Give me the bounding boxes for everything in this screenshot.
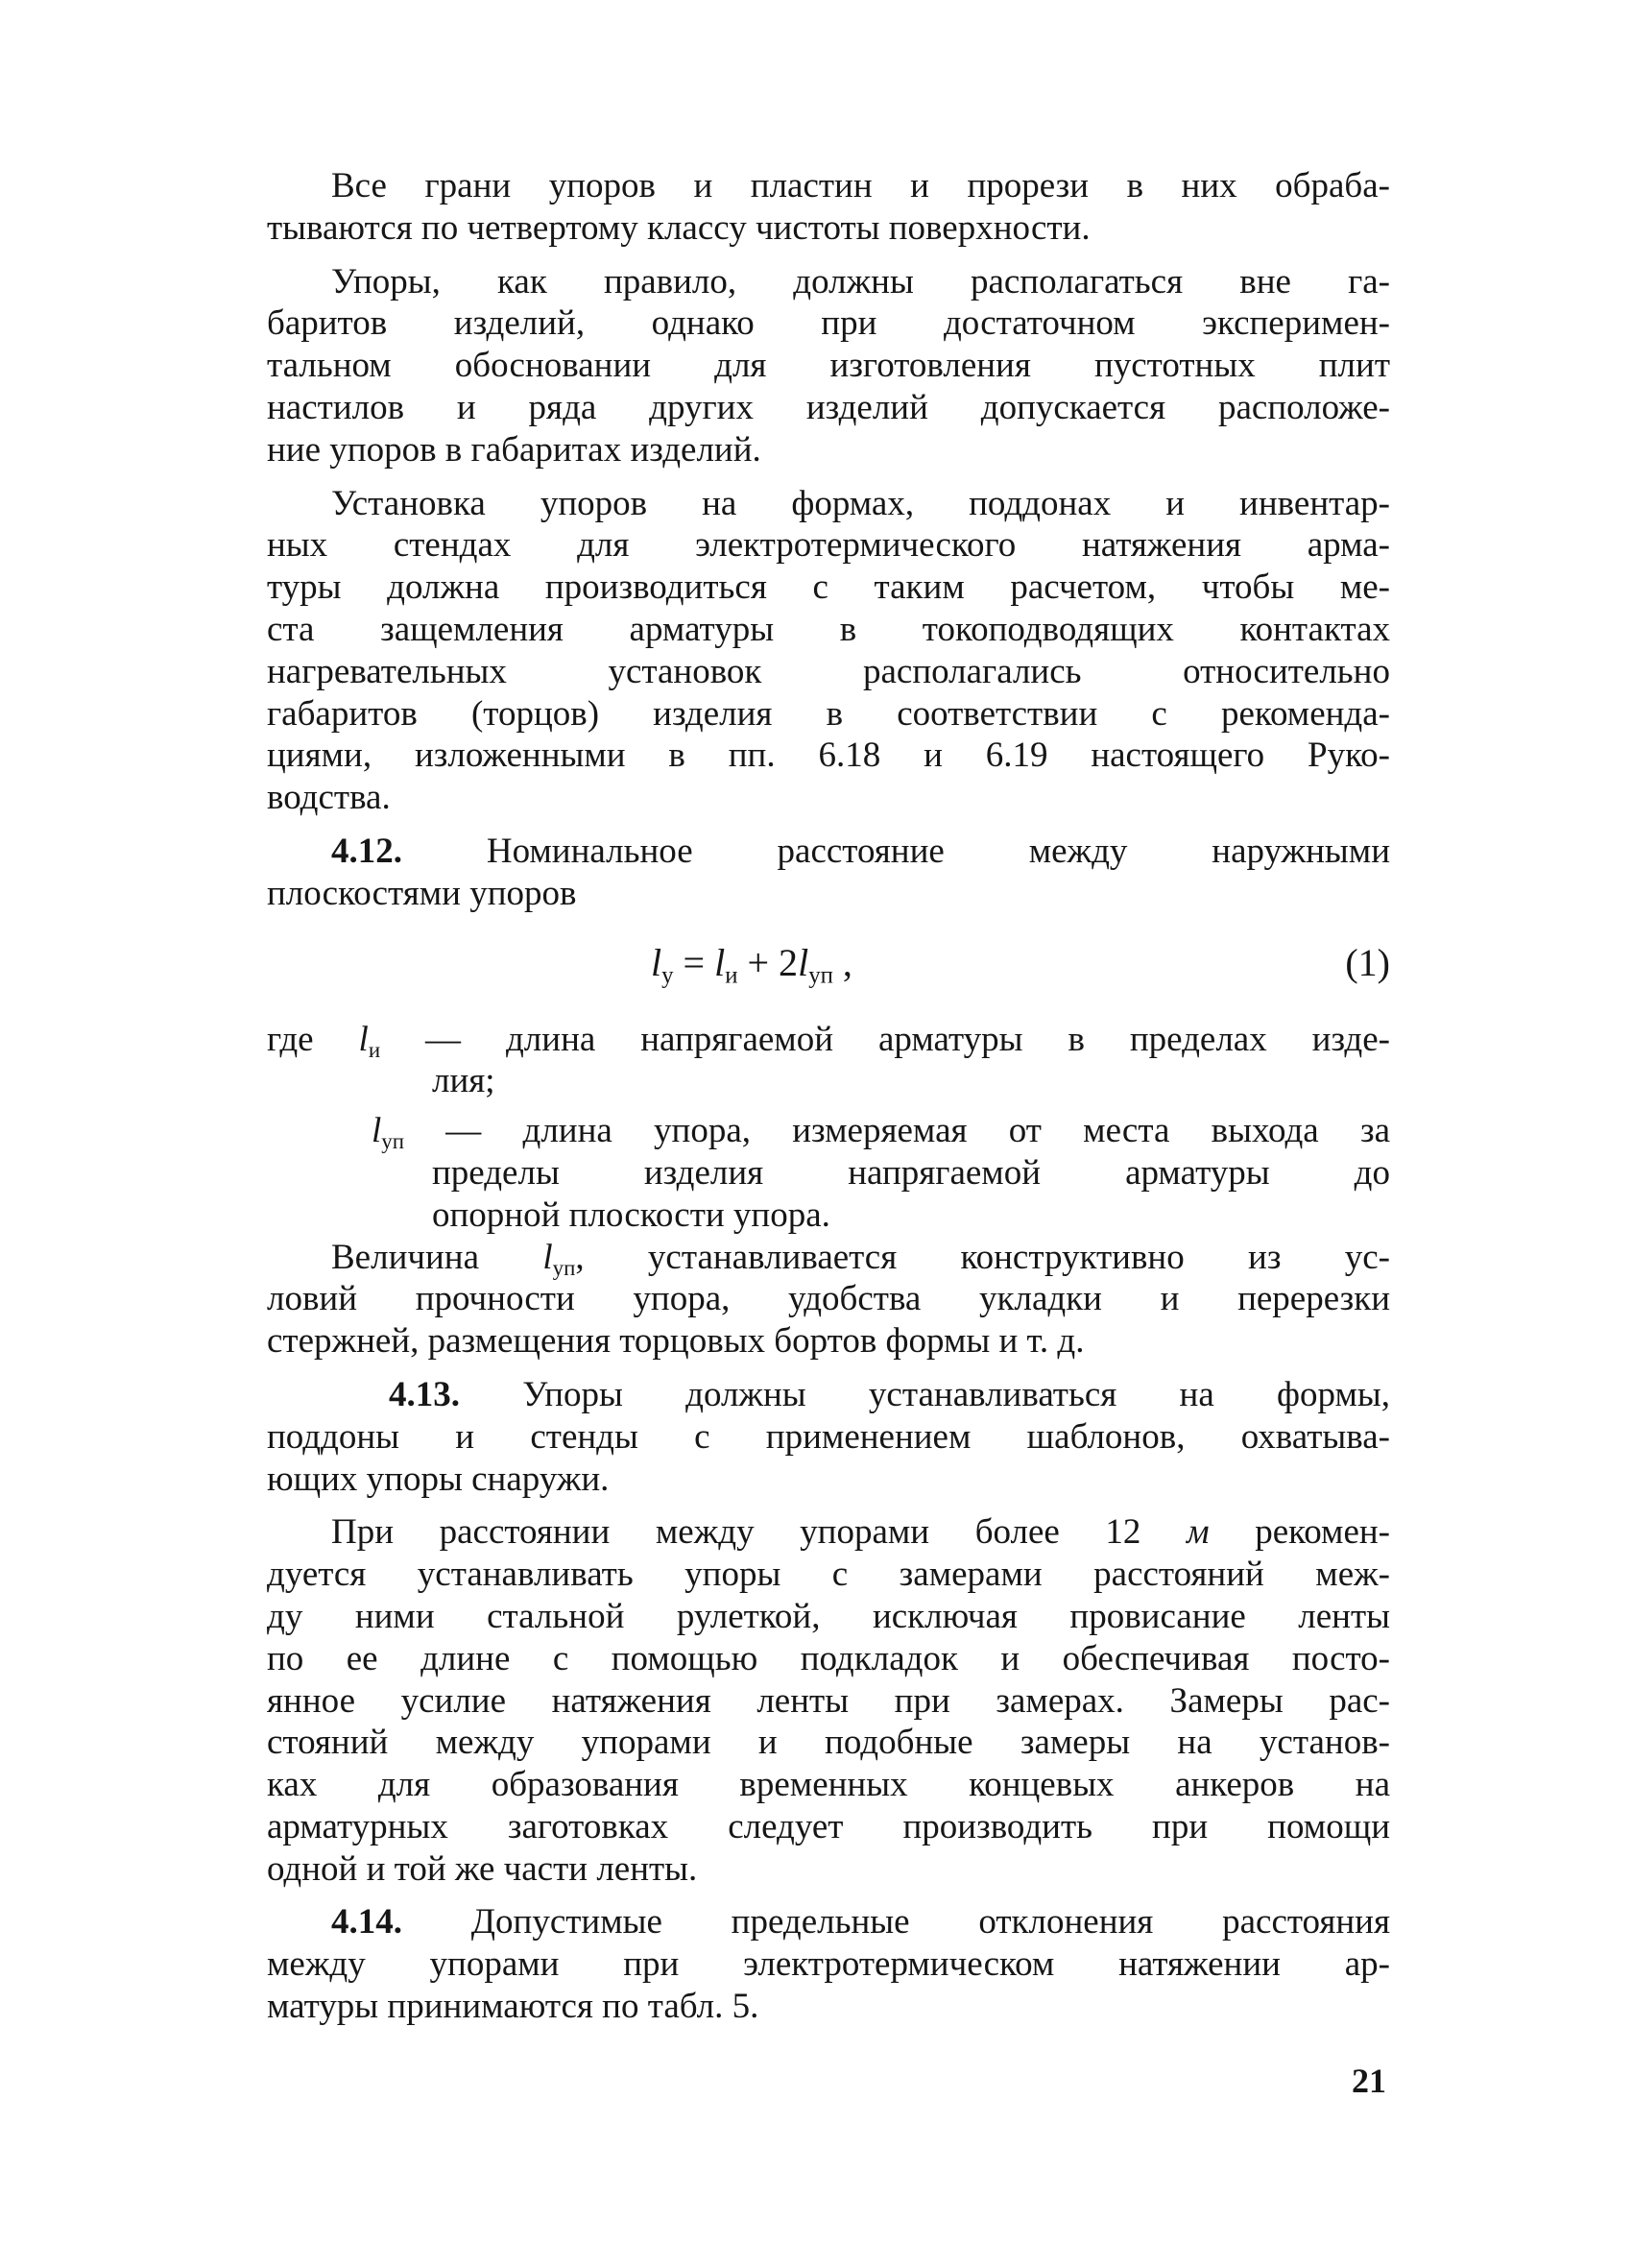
text-line (267, 873, 1390, 915)
text-line (267, 1152, 1390, 1194)
text-line (267, 1110, 1390, 1152)
text-segment: Все грани упоров и пластин и прорези в них обраба- (331, 166, 1390, 205)
text-segment: нагревательных установок располагались относительно (267, 651, 1390, 691)
text-line (267, 1806, 1390, 1848)
text-segment: плоскостями упоров (267, 873, 577, 913)
text-line (267, 1459, 1390, 1501)
formula-number: (1) (1345, 940, 1390, 984)
text-segment: ста защемления арматуры в токоподводящих контактах (267, 609, 1390, 649)
text-line (267, 1194, 1390, 1237)
text-segment: тываются по четвертому классу чистоты поверхности. (267, 207, 1091, 248)
text-line (267, 345, 1390, 387)
text-segment: водства. (267, 778, 391, 818)
text-segment: стержней, размещения торцовых бортов формы и т. д. (267, 1321, 1085, 1362)
text-segment: баритов изделий, однако при достаточном эксперимен- (267, 303, 1390, 344)
text-segment: — длина напрягаемой арматуры в пределах изде- (380, 1019, 1390, 1059)
text-line (267, 693, 1390, 736)
formula-a: l (714, 940, 726, 984)
text-segment: ках для образования временных концевых анкеров на (267, 1765, 1390, 1805)
text-segment: тальном обосновании для изготовления пустотных плит (267, 346, 1390, 386)
text-line (267, 1416, 1390, 1459)
text-segment: матуры принимаются по табл. 5. (267, 1987, 759, 2027)
formula-lhs: l (651, 940, 662, 984)
text-segment: циями, изложенными в пп. 6.18 и 6.19 настоящего Руко- (267, 736, 1390, 776)
page-body (267, 165, 1390, 2028)
text-segment: Упоры, как правило, должны располагаться вне га- (331, 261, 1390, 302)
paragraph (267, 483, 1390, 819)
formula-expression (651, 942, 852, 997)
text-segment: Упоры должны устанавливаться на формы, (460, 1374, 1390, 1414)
text-line (267, 1901, 1390, 1943)
text-line (267, 1554, 1390, 1596)
paragraph (267, 1110, 1390, 1236)
text-segment: ловий прочности упора, удобства укладки и перерезки (267, 1279, 1390, 1319)
formula-a-sub: и (725, 961, 738, 988)
definitions (267, 1019, 1390, 1237)
text-line (267, 1722, 1390, 1764)
formula-lhs-sub: у (661, 961, 674, 988)
text-line (267, 483, 1390, 525)
text-segment: l (542, 1237, 553, 1277)
text-segment: При расстоянии между упорами более 12 (331, 1512, 1188, 1553)
text-line (267, 609, 1390, 651)
text-segment: поддоны и стенды с применением шаблонов, охватыва- (267, 1416, 1390, 1457)
text-segment: , устанавливается конструктивно из ус- (575, 1237, 1390, 1277)
text-line (267, 302, 1390, 345)
text-segment: Установка упоров на формах, поддонах и инвентар- (331, 483, 1390, 523)
text-segment: между упорами при электротермическом натяжении ар- (267, 1944, 1390, 1985)
text-segment: ных стендах для электротермического натяжения арма- (267, 525, 1390, 566)
text-segment: янное усилие натяжения ленты при замерах. Замеры рас- (267, 1680, 1390, 1721)
text-line (267, 207, 1390, 250)
text-segment: рекомен- (1209, 1512, 1390, 1553)
text-line (267, 1278, 1390, 1320)
text-line (267, 1986, 1390, 2028)
text-segment: ду ними стальной рулеткой, исключая провисание ленты (267, 1596, 1390, 1636)
text-line (267, 429, 1390, 471)
paragraph (267, 1511, 1390, 1890)
text-segment: Допустимые предельные отклонения расстояния (402, 1902, 1390, 1942)
text-line (267, 1374, 1390, 1416)
text-line (267, 735, 1390, 777)
text-line (267, 567, 1390, 609)
text-segment: l (358, 1019, 369, 1059)
formula-b-sub: уп (808, 961, 833, 988)
text-line (267, 261, 1390, 303)
text-line (267, 1511, 1390, 1554)
text-segment: уп (552, 1255, 576, 1280)
text-line (267, 387, 1390, 429)
text-segment: стояний между упорами и подобные замеры на установ- (267, 1723, 1390, 1763)
text-segment: — длина упора, измеряемая от места выхода за (404, 1111, 1390, 1151)
text-line (267, 165, 1390, 207)
formula-1 (267, 927, 1390, 1007)
page-number: 21 (1352, 2062, 1386, 2100)
text-segment: м (1187, 1512, 1210, 1553)
paragraph (267, 1901, 1390, 2027)
formula-plus: + 2 (737, 940, 799, 984)
formula-b: l (798, 940, 809, 984)
paragraphs-after-formula (267, 1237, 1390, 2028)
formula-tail: , (832, 940, 852, 984)
paragraph (267, 261, 1390, 471)
text-segment: l (372, 1111, 382, 1151)
text-line (267, 1680, 1390, 1723)
text-line (267, 1060, 1390, 1102)
text-line (267, 524, 1390, 567)
paragraph (267, 165, 1390, 250)
text-segment: где (267, 1019, 359, 1059)
paragraph (267, 1019, 1390, 1103)
formula-eq: = (673, 940, 715, 984)
section-number: 4.14. (331, 1902, 402, 1942)
paragraphs-before-formula (267, 165, 1390, 915)
paragraph (267, 831, 1390, 915)
text-line (267, 1237, 1390, 1279)
text-segment: опорной плоскости упора. (432, 1194, 830, 1235)
text-segment: лия; (432, 1061, 495, 1101)
text-segment: габаритов (торцов) изделия в соответствии с рекоменда- (267, 693, 1390, 734)
text-segment: одной и той же части ленты. (267, 1848, 698, 1889)
text-line (267, 1943, 1390, 1986)
text-segment: ющих упоры снаружи. (267, 1459, 610, 1499)
text-line (267, 831, 1390, 873)
text-segment: туры должна производиться с таким расчетом, чтобы ме- (267, 567, 1390, 608)
paragraph (267, 1374, 1390, 1500)
text-segment: настилов и ряда других изделий допускается расположе- (267, 387, 1390, 427)
text-line (267, 1638, 1390, 1680)
text-segment: Номинальное расстояние между наружными (402, 831, 1390, 871)
text-line (267, 651, 1390, 693)
section-number: 4.12. (331, 831, 402, 871)
text-line (267, 1019, 1390, 1061)
text-segment: пределы изделия напрягаемой арматуры до (432, 1152, 1390, 1193)
paragraph (267, 1237, 1390, 1363)
section-number: 4.13. (389, 1374, 460, 1414)
text-line (267, 1848, 1390, 1891)
text-segment: уп (381, 1129, 405, 1154)
text-line (267, 1596, 1390, 1638)
text-line (267, 1320, 1390, 1363)
text-segment: дуется устанавливать упоры с замерами расстояний меж- (267, 1555, 1390, 1595)
text-segment: Величина (331, 1237, 543, 1277)
text-line (267, 1764, 1390, 1806)
text-segment: и (368, 1037, 381, 1062)
text-segment: по ее длине с помощью подкладок и обеспечивая посто- (267, 1638, 1390, 1678)
text-segment: арматурных заготовках следует производить при помощи (267, 1806, 1390, 1846)
text-line (267, 777, 1390, 819)
text-segment: ние упоров в габаритах изделий. (267, 429, 761, 470)
